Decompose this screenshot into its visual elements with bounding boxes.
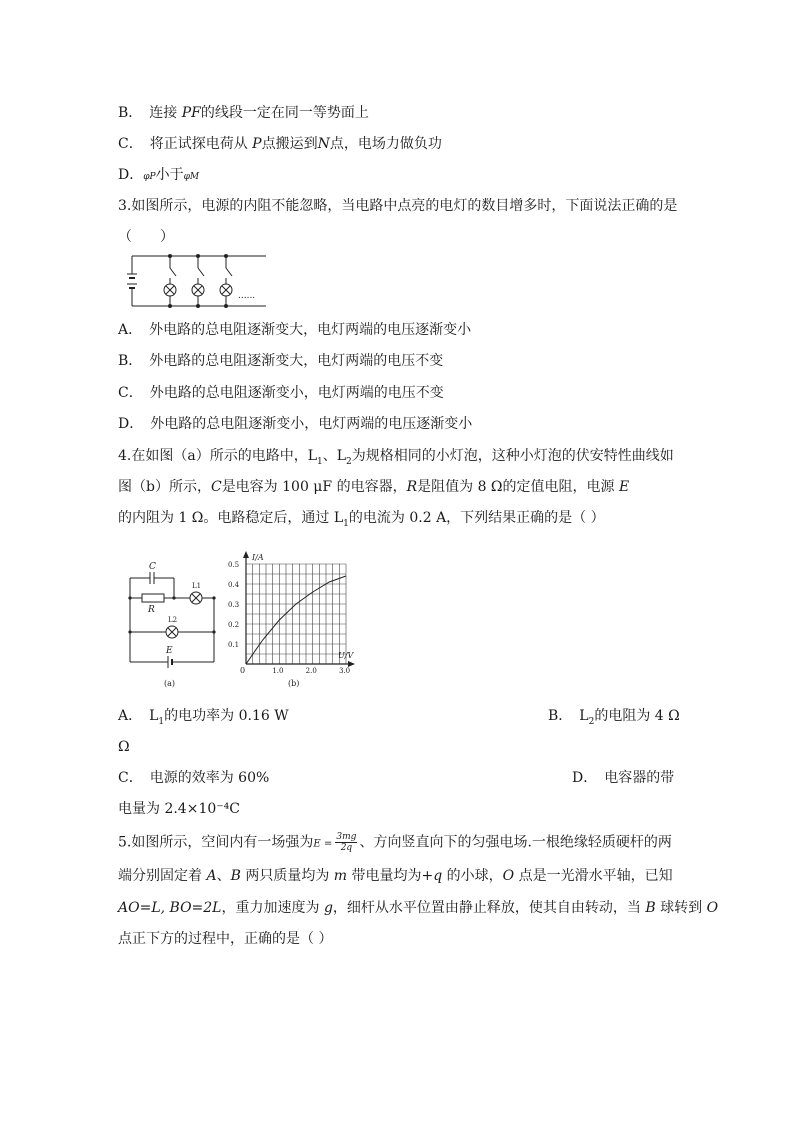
q4-circuit-diagram [124, 560, 224, 690]
lamp-branches [164, 255, 232, 308]
more-lamps-dots: ...... [238, 291, 256, 301]
q5-stem-line4: 点正下方的过程中，正确的是（ ） [118, 931, 333, 947]
q4-stem-line3: 的内阻为 1 Ω。电路稳定后，通过 $L_1$的电流为 0.2 A，下列结果正确的是（ ） [118, 510, 605, 529]
y-tick-label: 0.1 [228, 641, 240, 649]
label-l1: L1 [192, 582, 202, 590]
q3-option-d: D． 外电路的总电阻逐渐变小，电灯两端的电压逐渐变小 [118, 416, 473, 432]
y-tick-label: 0.5 [228, 561, 240, 569]
y-axis-label: I/A [252, 553, 264, 562]
q5-stem-line1: 5.如图所示，空间内有一场强为E = $\frac{3mg}{2q}$ 、方向竖直向下的匀强电场.一根绝缘轻质硬杆的两 [118, 832, 672, 853]
q3-option-b: B． 外电路的总电阻逐渐变大，电灯两端的电压不变 [118, 353, 444, 369]
q4-option-c: C． 电源的效率为 60% [118, 770, 270, 786]
caption-a: (a) [164, 679, 176, 688]
q4-iv-chart [226, 548, 366, 690]
label-r: R [148, 605, 155, 615]
x-tick-label: 1.0 [272, 667, 284, 675]
q4-stem-line2: 图（b）所示，C是电容为 100 μF 的电容器，R是阻值为 8 Ω的定值电阻，电源 E [118, 479, 630, 495]
q3-stem: 3.如图所示，电源的内阻不能忽略，当电路中点亮的电灯的数目增多时，下面说法正确的是 [118, 198, 678, 214]
x-tick-label: 2.0 [305, 667, 317, 675]
q2-option-b: B． 连接 PF的线段一定在同一等势面上 [118, 105, 369, 121]
q4-option-b-wrap: Ω [118, 739, 130, 755]
q4-option-b: B． $L_2$的电阻为 4 Ω [548, 708, 680, 727]
x-axis-label: U/V [338, 651, 354, 660]
lamp-branch-1 [164, 255, 176, 308]
q4-option-d-wrap: 电量为 2.4×10⁻⁴C [118, 801, 240, 817]
q5-stem-line2: 端分别固定着 A、B 两只质量均为 m 带电量均为+q 的小球，O 点是一光滑水平轴，已知 [118, 868, 673, 884]
q2-option-c: C． 将正试探电荷从 P点搬运到N点，电场力做负功 [118, 136, 442, 152]
y-tick-label: 0.4 [228, 581, 240, 589]
caption-b: (b) [288, 679, 300, 688]
q5-fraction: $\frac{3mg}{2q}$ [336, 832, 357, 853]
q4-option-d: D． 电容器的带 [572, 770, 675, 786]
x-tick-label: 3.0 [339, 667, 351, 675]
q4-option-a: A． $L_1$的电功率为 0.16 W [118, 708, 289, 727]
label-c: C [149, 562, 156, 572]
q3-option-a: A． 外电路的总电阻逐渐变大，电灯两端的电压逐渐变小 [118, 322, 472, 338]
y-tick-label: 0.3 [228, 601, 240, 609]
q3-circuit-diagram [118, 250, 270, 312]
q5-stem-line3: AO=L, BO=2L，重力加速度为 g，细杆从水平位置由静止释放，使其自由转动，当 B 球转到 O [118, 900, 719, 916]
lamp-branch-2 [192, 255, 204, 308]
origin-label: 0 [240, 666, 246, 675]
y-tick-label: 0.2 [228, 621, 240, 629]
q3-option-c: C． 外电路的总电阻逐渐变小，电灯两端的电压不变 [118, 385, 444, 401]
iv-curve [246, 576, 346, 664]
lamp-branch-3 [220, 255, 232, 308]
q3-paren: （ ） [118, 229, 174, 245]
q4-stem-line1: 4.在如图（a）所示的电路中，$L_1$、$L_2$为规格相同的小灯泡，这种小灯泡的伏安特性曲线如 [118, 448, 674, 467]
label-e: E [166, 646, 173, 656]
label-l2: L2 [168, 616, 178, 624]
q2-option-d: D．φP小于φM [118, 167, 200, 183]
y-axis-arrow [243, 551, 249, 558]
chart-grid [246, 564, 346, 664]
